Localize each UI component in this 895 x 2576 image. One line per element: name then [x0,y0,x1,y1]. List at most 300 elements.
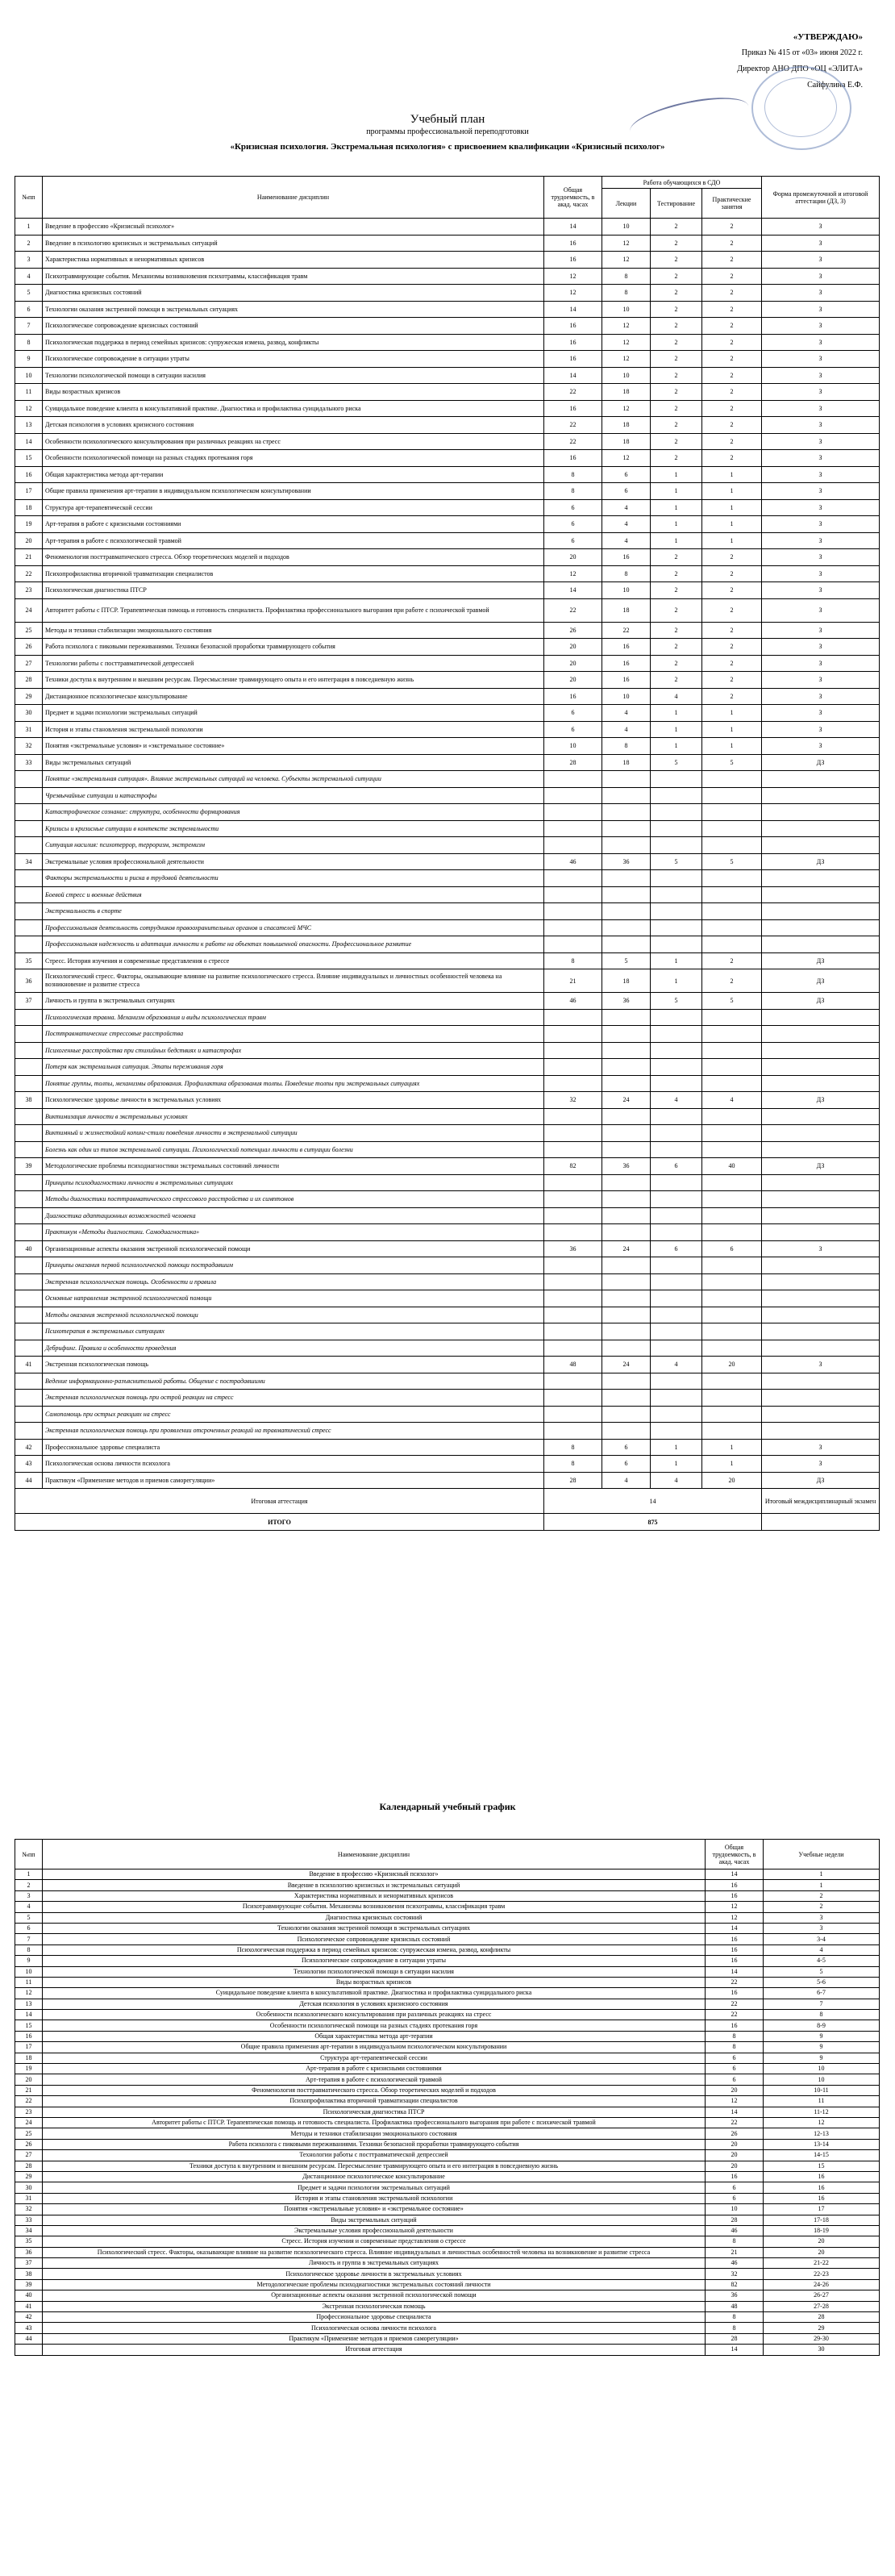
cal-discipline-name: Методологические проблемы психодиагностики экстремальных состояний личности [43,2279,706,2290]
discipline-name: Методологические проблемы психодиагностики экстремальных состояний личности [43,1158,544,1175]
topic-name: Принципы психодиагностики личности в экстремальных ситуациях [43,1174,544,1191]
cell-lec [602,1323,651,1340]
cal-row-number: 7 [15,1934,43,1945]
cell-pr [702,1108,762,1125]
topic-row [15,787,880,804]
cal-discipline-name: Психологическое сопровождение кризисных состояний [43,1934,706,1945]
cell-pr [702,870,762,887]
cal-col-weeks: Учебные недели [764,1840,880,1869]
row-number: 34 [15,853,43,870]
cell-total: 14 [544,582,602,599]
row-number: 5 [15,285,43,302]
cal-hours: 20 [706,2139,764,2149]
cell-total: 20 [544,549,602,566]
cal-hours: 8 [706,2312,764,2323]
cell-test: 2 [651,318,702,335]
cell-test [651,1224,702,1241]
row-number [15,787,43,804]
cal-discipline-name: История и этапы становления экстремальной психологии [43,2193,706,2203]
cell-form [762,1257,880,1274]
cell-form [762,1108,880,1125]
cell-form [762,1340,880,1357]
cell-lec: 18 [602,417,651,434]
cell-total: 26 [544,622,602,639]
cal-weeks: 28 [764,2312,880,2323]
calendar-row [15,1912,880,1923]
cell-form: З [762,598,880,622]
cell-form [762,870,880,887]
topic-name: Психологическая травма. Механизм образования и виды психологических травм [43,1009,544,1026]
cal-weeks: 9 [764,2031,880,2041]
topic-row [15,1323,880,1340]
cell-total: 22 [544,598,602,622]
row-number: 33 [15,754,43,771]
calendar-row [15,2312,880,2323]
cal-hours: 10 [706,2204,764,2215]
row-number: 17 [15,483,43,500]
discipline-name: Психологическая основа личности психолога [43,1456,544,1473]
cal-hours: 16 [706,1956,764,1966]
topic-name: Основные направления экстренной психологической помощи [43,1290,544,1307]
cell-pr [702,1174,762,1191]
cell-total: 6 [544,499,602,516]
row-number: 23 [15,582,43,599]
cal-row-number: 22 [15,2096,43,2107]
row-number [15,1026,43,1043]
topic-row [15,1340,880,1357]
row-number: 31 [15,721,43,738]
discipline-name: Технологии работы с посттравматической депрессией [43,655,544,672]
cell-test [651,1207,702,1224]
discipline-row [15,1456,880,1473]
discipline-name: Характеристика нормативных и ненормативных кризисов [43,252,544,269]
col-sdo: Работа обучающихся в СДО [602,177,762,189]
cal-hours: 16 [706,1890,764,1901]
cal-discipline-name: Практикум «Применение методов и приемов саморегуляции» [43,2333,706,2344]
topic-name: Экстренная психологическая помощь при острой реакции на стресс [43,1390,544,1407]
topic-row [15,1075,880,1092]
cell-pr [702,1042,762,1059]
cell-test: 2 [651,268,702,285]
cell-test: 5 [651,853,702,870]
calendar-row [15,2139,880,2149]
cell-form: З [762,639,880,656]
topic-name: Ситуация насилия: психотеррор, терроризм, экстремизм [43,837,544,854]
cell-lec: 18 [602,754,651,771]
cell-pr: 2 [702,417,762,434]
cell-total [544,1042,602,1059]
row-number: 42 [15,1439,43,1456]
cal-weeks: 2 [764,1902,880,1912]
cell-form [762,1075,880,1092]
cal-weeks: 8-9 [764,2020,880,2031]
cell-pr [702,1406,762,1423]
col-lectures: Лекции [602,189,651,219]
cell-lec: 36 [602,853,651,870]
discipline-row [15,466,880,483]
cal-row-number: 4 [15,1902,43,1912]
topic-name: Профессиональная деятельность сотрудников правоохранительных органов и спасателей МЧС [43,919,544,936]
row-number [15,1009,43,1026]
cell-total [544,1059,602,1076]
program-name: «Кризисная психология. Экстремальная психология» с присвоением квалификации «Кризисный психолог» [230,142,665,152]
cal-hours: 16 [706,1988,764,1999]
cell-total: 10 [544,738,602,755]
calendar-row [15,2128,880,2139]
cell-form [762,1406,880,1423]
row-number [15,936,43,953]
discipline-name: Профессиональное здоровье специалиста [43,1439,544,1456]
cell-total: 6 [544,721,602,738]
row-number: 38 [15,1092,43,1109]
cal-weeks: 13-14 [764,2139,880,2149]
cell-lec: 24 [602,1357,651,1373]
discipline-row [15,754,880,771]
cell-form: З [762,1439,880,1456]
cell-lec [602,1075,651,1092]
cell-pr: 1 [702,516,762,533]
discipline-row [15,1472,880,1489]
cell-pr: 2 [702,622,762,639]
discipline-row [15,219,880,236]
cell-lec: 12 [602,334,651,351]
cal-row-number: 10 [15,1966,43,1977]
cell-test [651,820,702,837]
calendar-table [15,1839,880,2356]
cal-row-number: 41 [15,2301,43,2311]
cal-row-number: 23 [15,2107,43,2117]
cal-row-number: 21 [15,2085,43,2095]
cell-test: 4 [651,688,702,705]
cell-total: 12 [544,285,602,302]
cell-form: З [762,655,880,672]
cell-test: 2 [651,672,702,689]
cell-lec: 10 [602,688,651,705]
cal-weeks: 11-12 [764,2107,880,2117]
cal-hours: 26 [706,2128,764,2139]
topic-row [15,1125,880,1142]
cell-lec: 8 [602,268,651,285]
cell-lec [602,771,651,788]
cell-test: 2 [651,351,702,368]
cell-pr: 2 [702,969,762,993]
cal-discipline-name: Авторитет работы с ПТСР. Терапевтическая помощь и готовность специалиста. Профилактика профессионального выгорания при работе с психической травмой [43,2117,706,2128]
cell-lec [602,1257,651,1274]
cell-pr: 2 [702,655,762,672]
cell-test [651,919,702,936]
topic-row [15,886,880,903]
calendar-row [15,1880,880,1890]
total-label: ИТОГО [15,1514,544,1531]
topic-row [15,936,880,953]
col-total: Общая трудоемкость, в акад. часах [544,177,602,219]
cell-lec: 10 [602,367,651,384]
cell-lec [602,1273,651,1290]
topic-row [15,1191,880,1208]
cal-discipline-name: Технологии оказания экстренной помощи в экстремальных ситуациях [43,1923,706,1933]
seal-stamp [751,66,851,150]
cal-hours: 6 [706,2074,764,2085]
cell-pr: 4 [702,1092,762,1109]
cell-pr: 2 [702,952,762,969]
calendar-row [15,1999,880,2009]
discipline-name: Дистанционное психологическое консультирование [43,688,544,705]
cell-total [544,787,602,804]
topic-name: Катастрофическое сознание: структура, особенности формирования [43,804,544,821]
cal-row-number: 11 [15,1977,43,1987]
cal-hours: 6 [706,2064,764,2074]
cell-test: 1 [651,466,702,483]
cal-discipline-name: Особенности психологической помощи на разных стадиях протекания горя [43,2020,706,2031]
cal-row-number: 14 [15,2010,43,2020]
cell-total [544,1273,602,1290]
cell-total: 8 [544,1456,602,1473]
row-number: 1 [15,219,43,236]
cell-total: 36 [544,1240,602,1257]
cell-lec [602,1224,651,1241]
row-number: 32 [15,738,43,755]
row-number [15,1290,43,1307]
cell-total [544,1406,602,1423]
cell-test: 1 [651,705,702,722]
calendar-row [15,2323,880,2333]
cell-form [762,820,880,837]
row-number [15,1373,43,1390]
cal-row-number: 28 [15,2161,43,2171]
cell-pr: 1 [702,532,762,549]
cell-total [544,1423,602,1440]
row-number: 12 [15,400,43,417]
cal-row-number: 12 [15,1988,43,1999]
cell-test: 1 [651,483,702,500]
cell-lec: 36 [602,993,651,1010]
cell-pr [702,1390,762,1407]
director-name: Сайфулина Е.Ф. [807,81,863,90]
discipline-name: Предмет и задачи психологии экстремальных ситуаций [43,705,544,722]
cell-pr: 2 [702,582,762,599]
cell-total [544,919,602,936]
topic-row [15,1257,880,1274]
topic-row [15,1273,880,1290]
discipline-row [15,252,880,269]
discipline-row [15,969,880,993]
cell-form: З [762,721,880,738]
cell-pr [702,1423,762,1440]
row-number: 16 [15,466,43,483]
topic-name: Экстренная психологическая помощь при проявлении отсроченных реакций на травматический стресс [43,1423,544,1440]
cell-total: 22 [544,384,602,401]
cell-lec [602,787,651,804]
calendar-title: Календарный учебный график [379,1801,516,1812]
cell-total: 82 [544,1158,602,1175]
cell-lec [602,1307,651,1323]
calendar-row [15,2085,880,2095]
discipline-name: Личность и группа в экстремальных ситуациях [43,993,544,1010]
col-name: Наименование дисциплин [43,177,544,219]
cell-pr: 2 [702,450,762,467]
discipline-name: История и этапы становления экстремальной психологии [43,721,544,738]
cell-total: 16 [544,450,602,467]
cell-pr: 2 [702,351,762,368]
cell-form [762,1290,880,1307]
topic-name: Ведение информационно-разъяснительной работы. Общение с пострадавшими [43,1373,544,1390]
cell-lec [602,1373,651,1390]
discipline-row [15,351,880,368]
cell-test: 2 [651,598,702,622]
cell-test: 2 [651,285,702,302]
cell-total: 32 [544,1092,602,1109]
cal-discipline-name: Работа психолога с пиковыми переживаниями. Техники безопасной проработки травмирующего события [43,2139,706,2149]
row-number [15,771,43,788]
approval-director: Директор АНО ДПО «ОЦ «ЭЛИТА» [737,65,863,73]
row-number [15,919,43,936]
topic-row [15,1059,880,1076]
discipline-row [15,721,880,738]
cell-test [651,870,702,887]
cell-pr: 1 [702,466,762,483]
cal-weeks: 29 [764,2323,880,2333]
cell-test [651,1108,702,1125]
cell-form: З [762,1240,880,1257]
discipline-row [15,705,880,722]
cell-pr [702,919,762,936]
cell-lec: 36 [602,1158,651,1175]
cal-weeks: 9 [764,2042,880,2053]
calendar-row [15,2279,880,2290]
row-number: 26 [15,639,43,656]
topic-row [15,1423,880,1440]
cell-lec: 22 [602,622,651,639]
discipline-name: Психотравмирующие события. Механизмы возникновения психотравмы, классификация травм [43,268,544,285]
plan-title: Учебный план [410,113,485,126]
calendar-row [15,2117,880,2128]
cal-discipline-name: Психотравмирующие события. Механизмы возникновения психотравмы, классификация травм [43,1902,706,1912]
cal-hours: 14 [706,2345,764,2355]
cell-lec: 18 [602,384,651,401]
cal-weeks: 12 [764,2117,880,2128]
cell-pr [702,771,762,788]
cell-total: 12 [544,565,602,582]
cell-form [762,886,880,903]
cell-lec: 6 [602,1456,651,1473]
discipline-name: Виды экстремальных ситуаций [43,754,544,771]
cell-total: 16 [544,235,602,252]
cell-lec: 8 [602,285,651,302]
row-number [15,1191,43,1208]
row-number [15,1174,43,1191]
cell-form: З [762,532,880,549]
cal-hours: 22 [706,1977,764,1987]
cell-form [762,936,880,953]
cell-test: 2 [651,417,702,434]
cell-lec: 24 [602,1240,651,1257]
row-number: 14 [15,433,43,450]
row-number: 24 [15,598,43,622]
cal-hours: 6 [706,2053,764,2063]
cell-lec: 6 [602,1439,651,1456]
cell-lec: 8 [602,565,651,582]
cell-test: 2 [651,252,702,269]
cell-test [651,1390,702,1407]
cell-pr: 20 [702,1357,762,1373]
cell-test: 4 [651,1357,702,1373]
cell-pr [702,1224,762,1241]
cal-discipline-name: Личность и группа в экстремальных ситуациях [43,2258,706,2269]
cal-weeks: 5 [764,1966,880,1977]
cell-test: 1 [651,499,702,516]
cal-row-number: 29 [15,2171,43,2182]
discipline-name: Психологический стресс. Факторы, оказывающие влияние на развитие психологического стресса. Влияние индивидуальных и личностных особенностей человека на возникновение и развитие стресса [43,969,544,993]
discipline-row [15,516,880,533]
cal-discipline-name: Особенности психологического консультирования при различных реакциях на стресс [43,2010,706,2020]
cal-hours: 82 [706,2279,764,2290]
discipline-row [15,417,880,434]
row-number: 13 [15,417,43,434]
cal-row-number: 27 [15,2150,43,2161]
cell-total [544,1141,602,1158]
cal-weeks: 18-19 [764,2225,880,2236]
topic-row [15,1290,880,1307]
discipline-row [15,400,880,417]
cell-total [544,1323,602,1340]
topic-row [15,1141,880,1158]
calendar-row [15,2150,880,2161]
calendar-row [15,2096,880,2107]
cell-form: З [762,483,880,500]
cell-form: З [762,334,880,351]
cell-form [762,1423,880,1440]
cell-total: 8 [544,466,602,483]
cell-test: 2 [651,622,702,639]
cal-weeks: 9 [764,2053,880,2063]
cal-weeks: 14-15 [764,2150,880,2161]
cell-lec: 12 [602,351,651,368]
cell-pr [702,1340,762,1357]
cell-pr: 2 [702,252,762,269]
cell-pr: 6 [702,1240,762,1257]
cell-form: З [762,384,880,401]
topic-row [15,1390,880,1407]
cal-row-number: 6 [15,1923,43,1933]
cell-pr: 2 [702,688,762,705]
cal-hours: 16 [706,1934,764,1945]
cal-weeks: 6-7 [764,1988,880,1999]
row-number [15,1224,43,1241]
cell-lec [602,1423,651,1440]
discipline-row [15,639,880,656]
cell-pr: 2 [702,367,762,384]
cell-pr: 5 [702,853,762,870]
cell-pr: 40 [702,1158,762,1175]
cal-row-number: 20 [15,2074,43,2085]
cell-test: 5 [651,754,702,771]
cal-weeks: 29-30 [764,2333,880,2344]
cell-total: 8 [544,952,602,969]
cell-lec: 12 [602,450,651,467]
row-number: 37 [15,993,43,1010]
cell-test: 4 [651,1092,702,1109]
cell-pr: 1 [702,1439,762,1456]
cal-hours: 8 [706,2031,764,2041]
cell-form [762,1026,880,1043]
row-number: 29 [15,688,43,705]
calendar-row [15,1966,880,1977]
topic-name: Болезнь как один из типов экстремальной ситуации. Психологический потенциал личности в ситуации болезни [43,1141,544,1158]
cal-discipline-name: Введение в профессию «Кризисный психолог» [43,1869,706,1880]
cell-test: 6 [651,1240,702,1257]
cell-lec: 18 [602,433,651,450]
cal-discipline-name: Психопрофилактика вторичной травматизации специалистов [43,2096,706,2107]
